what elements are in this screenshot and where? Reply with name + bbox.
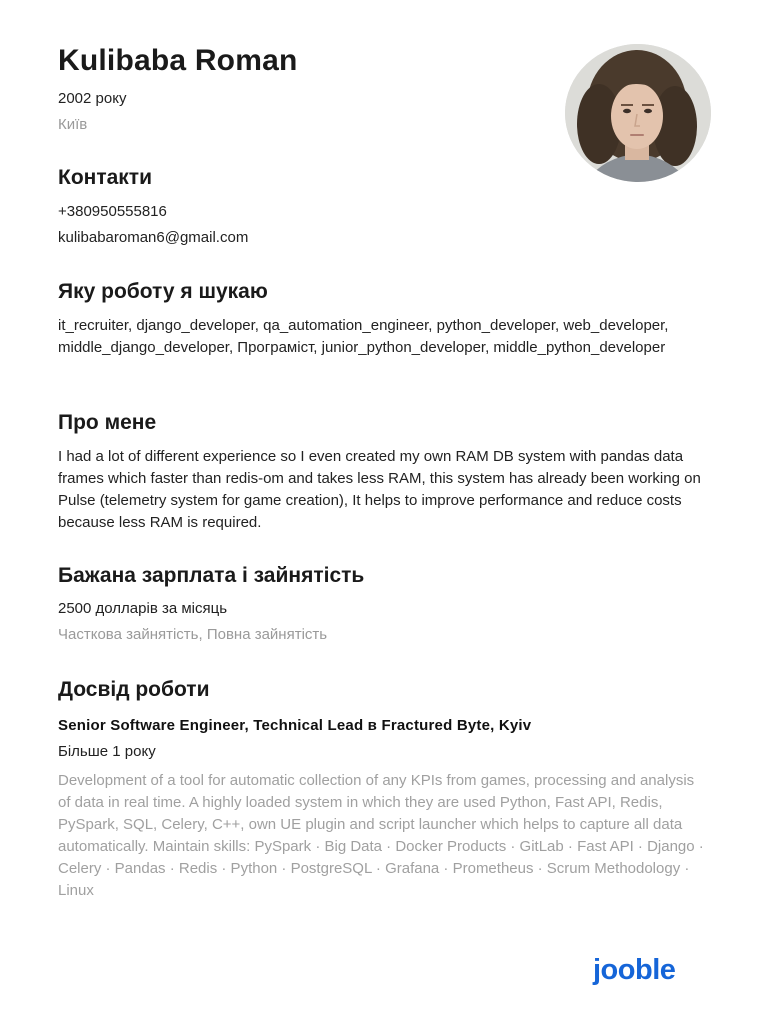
job-title: Senior Software Engineer, Technical Lead в Fractured Byte, Kyiv <box>58 717 532 734</box>
birth-year: 2002 року <box>58 90 127 107</box>
avatar-photo-icon <box>565 44 711 182</box>
candidate-name: Kulibaba Roman <box>58 44 298 77</box>
salary-heading: Бажана зарплата і зайнятість <box>58 564 365 587</box>
about-text: I had a lot of different experience so I even created my own RAM DB system with pandas data frames which faster than redis-om and takes less RAM, this system has already been working on Pulse (telemetry system for game creation), It helps to improve performance and reduce costs because less RAM is required. <box>58 448 701 531</box>
job-duration: Більше 1 року <box>58 743 156 760</box>
experience-heading: Досвід роботи <box>58 678 210 701</box>
desired-job-list: it_recruiter, django_developer, qa_automation_engineer, python_developer, web_developer, middle_django_developer, Програміст, junior_python_developer, middle_python_developer <box>58 317 669 356</box>
salary-amount: 2500 долларів за місяць <box>58 600 228 617</box>
desired-job-heading: Яку роботу я шукаю <box>58 280 268 303</box>
about-heading: Про мене <box>58 411 157 434</box>
contacts-heading: Контакти <box>58 166 152 189</box>
job-description: Development of a tool for automatic collection of any KPIs from games, processing and analysis of data in real time. A highly loaded system in which they are used Python, Fast API, Redis, PySpark, SQL, Celery, C++, own UE plugin and script launcher which helps to capture all data automatically. Maintain skills: PySpark · Big Data · Docker Products · GitLab · Fast API · Django · Celery · Pandas · Redis · Python · PostgreSQL · Grafana · Prometheus · Scrum Methodology · Linux <box>58 772 704 899</box>
city: Київ <box>58 116 88 133</box>
employment-type: Часткова зайнятість, Повна зайнятість <box>58 626 328 643</box>
avatar <box>565 44 711 182</box>
email: kulibabaroman6@gmail.com <box>58 229 249 246</box>
jooble-logo: jooble <box>593 954 676 986</box>
phone: +380950555816 <box>58 203 167 220</box>
